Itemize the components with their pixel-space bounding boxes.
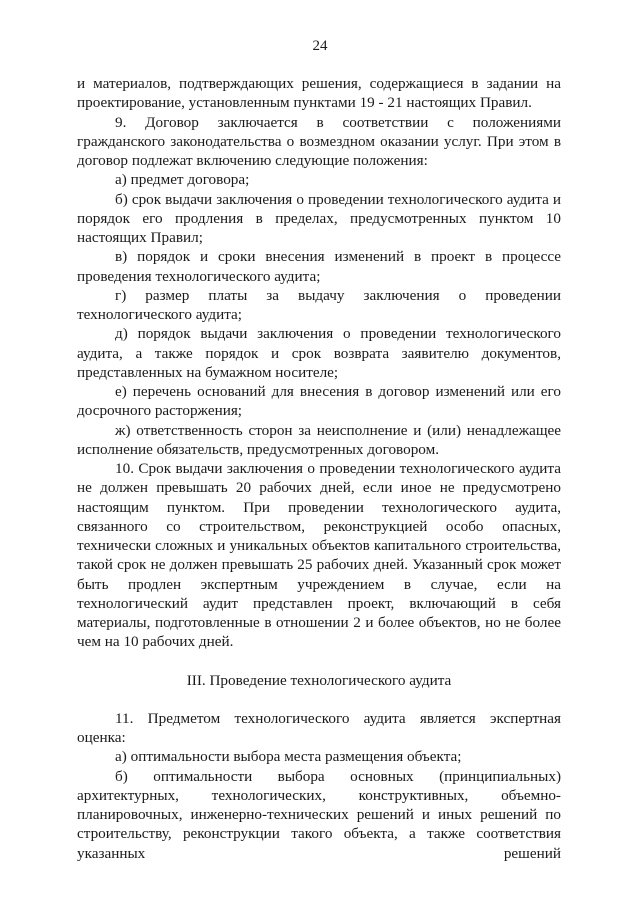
- paragraph: 11. Предметом технологического аудита является экспертная оценка:: [77, 709, 561, 746]
- paragraph: ж) ответственность сторон за неисполнение и (или) ненадлежащее исполнение обязательств, предусмотренных договором.: [77, 421, 561, 458]
- document-body: [77, 74, 561, 863]
- paragraph: г) размер платы за выдачу заключения о проведении технологического аудита;: [77, 286, 561, 323]
- paragraph: б) срок выдачи заключения о проведении технологического аудита и порядок его продления в пределах, предусмотренных пунктом 10 настоящих Правил;: [77, 190, 561, 246]
- paragraph: б) оптимальности выбора основных (принципиальных) архитектурных, технологических, конструктивных, объемно-планировочных, инженерно-технических решений и иных решений по строительству, реконструкции такого объекта, а также соответствия указанных решений: [77, 767, 561, 862]
- paragraph: е) перечень оснований для внесения в договор изменений или его досрочного расторжения;: [77, 383, 561, 420]
- paragraph: 9. Договор заключается в соответствии с положениями гражданского законодательства о возмездном оказании услуг. При этом в договор подлежат включению следующие положения:: [77, 113, 561, 169]
- paragraph: и материалов, подтверждающих решения, содержащиеся в задании на проектирование, установленным пунктами 19 - 21 настоящих Правил.: [77, 75, 561, 112]
- paragraphs-after-heading: [77, 709, 561, 863]
- paragraph: а) оптимальности выбора места размещения объекта;: [115, 748, 462, 766]
- paragraphs-before-heading: [77, 74, 561, 652]
- paragraph: 10. Срок выдачи заключения о проведении технологического аудита не должен превышать 20 рабочих дней, если иное не предусмотрено настоящим пунктом. При проведении технологического аудита, связанного со строительством, реконструкцией особо опасных, технически сложных и уникальных объектов капитального строительства, такой срок не должен превышать 25 рабочих дней. Указанный срок может быть продлен экспертным учреждением в случае, если на технологический аудит представлен проект, включающий в себя материалы, подготовленные в отношении 2 и более объектов, но не более чем на 10 рабочих дней.: [77, 460, 561, 651]
- section-heading: III. Проведение технологического аудита: [186, 671, 452, 689]
- paragraph: в) порядок и сроки внесения изменений в проект в процессе проведения технологического аудита;: [77, 248, 561, 285]
- paragraph: д) порядок выдачи заключения о проведении технологического аудита, а также порядок и срок возврата заявителю документов, представленных на бумажном носителе;: [77, 325, 561, 381]
- paragraph: а) предмет договора;: [115, 171, 250, 189]
- page-number: 24: [312, 38, 328, 54]
